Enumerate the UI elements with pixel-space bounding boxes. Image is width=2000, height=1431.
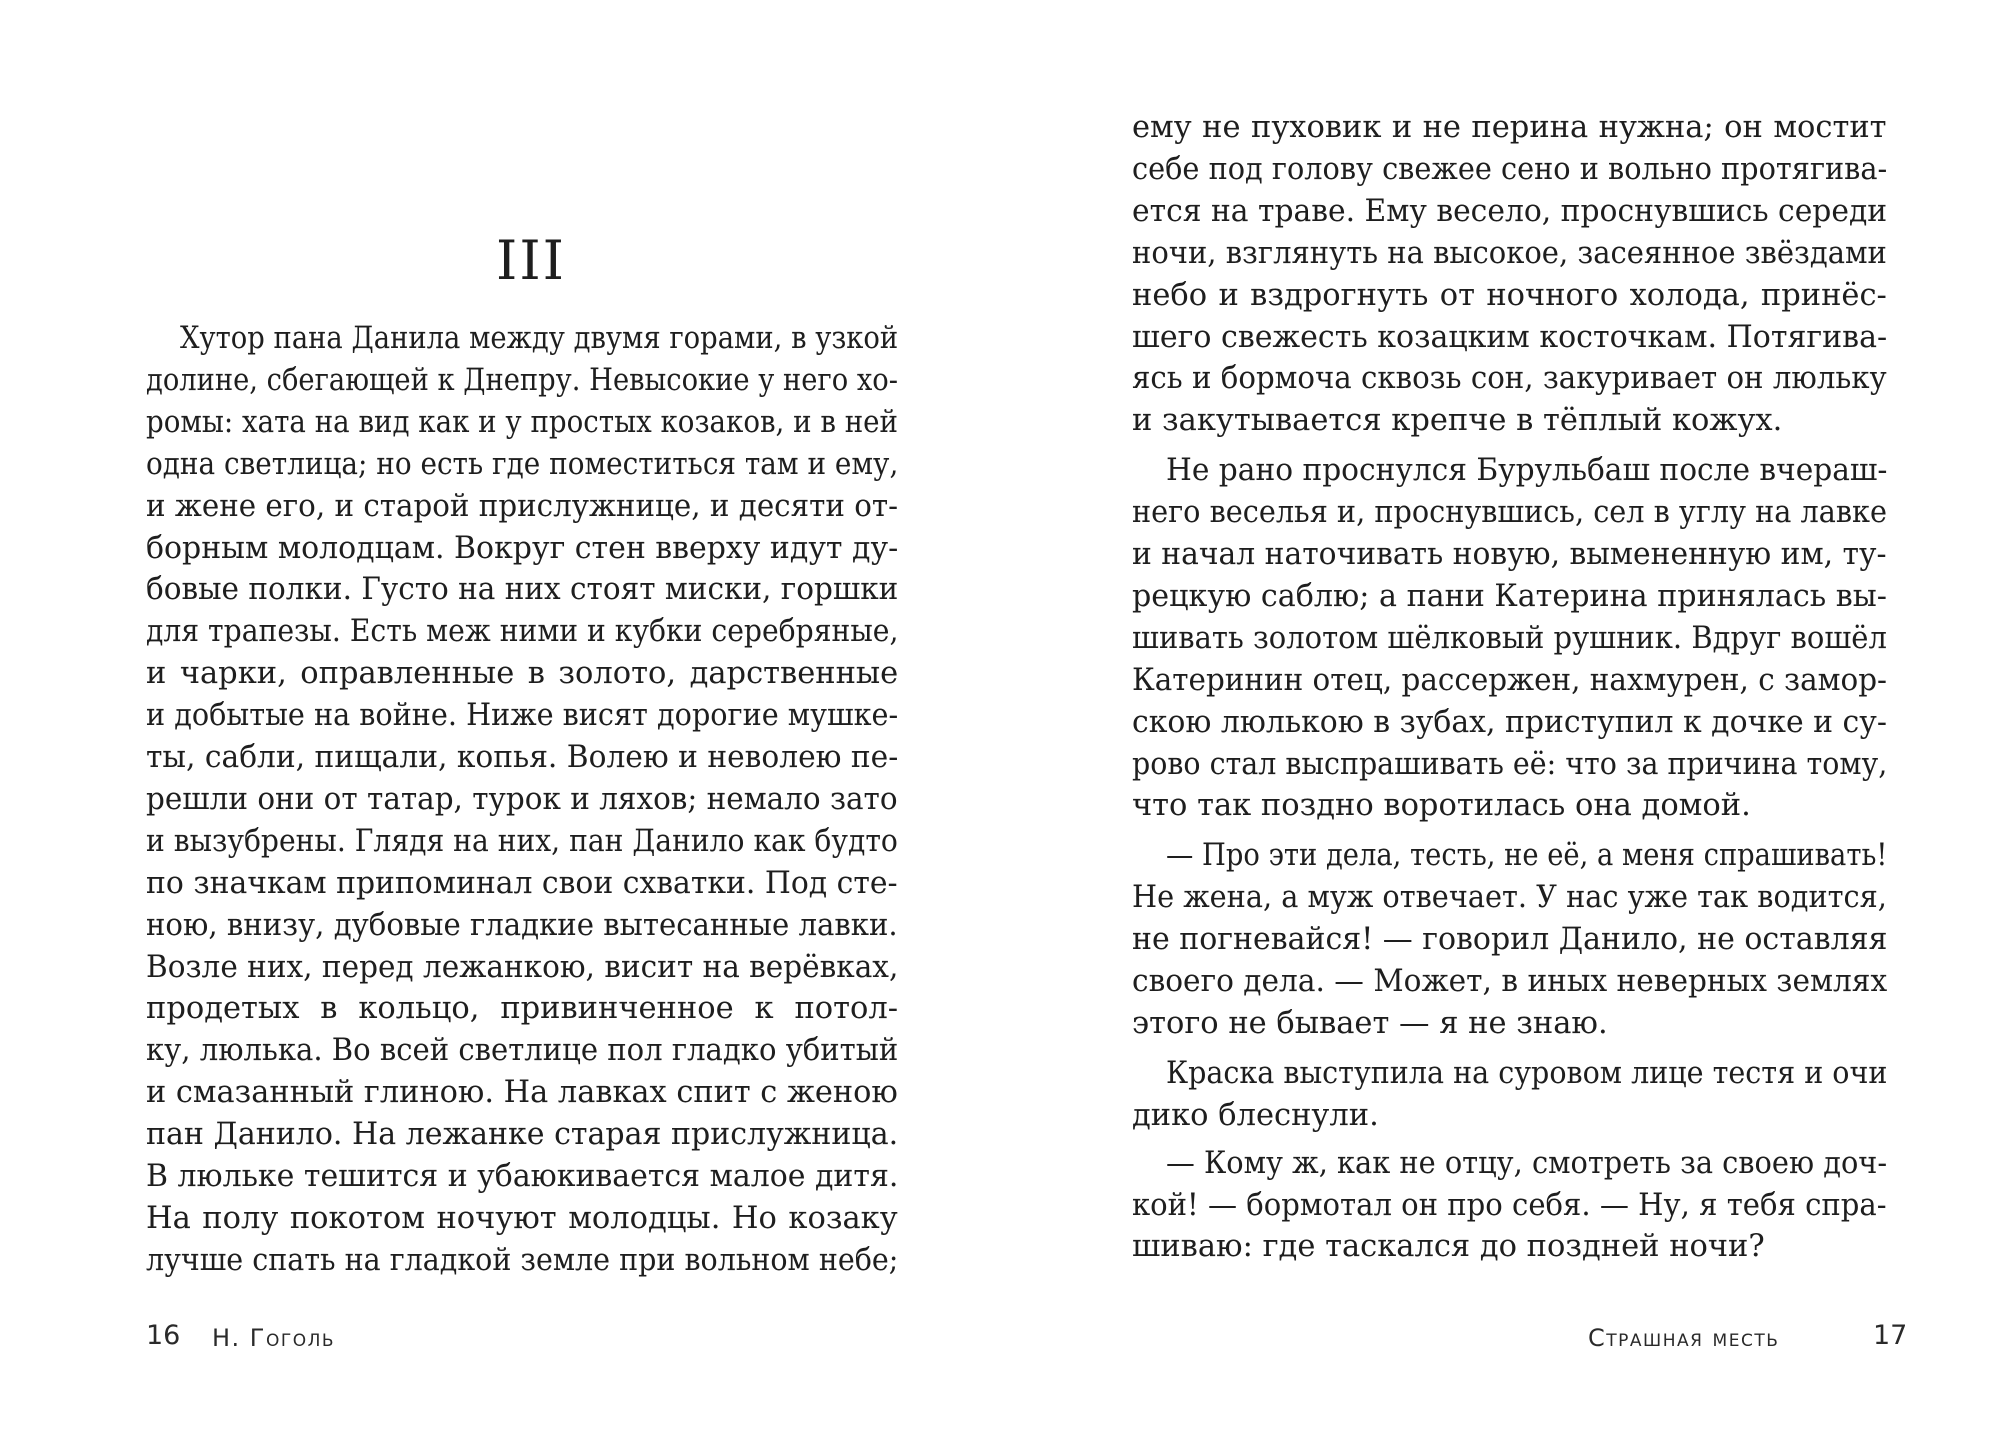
right-page xyxy=(1000,0,2000,1431)
left-page-number: 16 xyxy=(146,1320,181,1351)
text-line: ромы: хата на вид как и у простых козаков, и в ней xyxy=(146,404,899,440)
text-line: ется на траве. Ему весело, проснувшись середи xyxy=(1132,193,1888,229)
text-line: пан Данило. На лежанке старая прислужница. xyxy=(146,1117,899,1153)
text-line: него веселья и, проснувшись, сел в углу на лавке xyxy=(1132,495,1887,531)
right-page-number: 17 xyxy=(1873,1320,1908,1351)
text-line: кой! — бормотал он про себя. — Ну, я тебя спра- xyxy=(1132,1187,1887,1223)
text-line: и смазанный глиною. На лавках спит с женою xyxy=(146,1075,898,1111)
right-running-head: Страшная месть xyxy=(1588,1324,1780,1352)
text-line: — Про эти дела, тесть, не её, а меня спрашивать! xyxy=(1166,838,1888,874)
text-line: лучше спать на гладкой земле при вольном небе; xyxy=(146,1242,899,1278)
text-line: ночи, взглянуть на высокое, засеянное звёздами xyxy=(1132,235,1887,271)
text-line: для трапезы. Есть меж ними и кубки серебряные, xyxy=(146,614,899,650)
text-line: и добытые на войне. Ниже висят дорогие мушке- xyxy=(146,698,899,734)
text-line: долине, сбегающей к Днепру. Невысокие у него хо- xyxy=(146,362,898,398)
text-line: и закутывается крепче в тёплый кожух. xyxy=(1132,403,1783,439)
text-line: — Кому ж, как не отцу, смотреть за своею доч- xyxy=(1166,1145,1888,1181)
text-line: В люльке тешится и убаюкивается малое дитя. xyxy=(146,1159,899,1194)
text-line: ему не пуховик и не перина нужна; он мостит xyxy=(1132,110,1887,145)
text-line: ною, внизу, дубовые гладкие вытесанные лавки. xyxy=(146,907,898,943)
text-line: Катеринин отец, рассержен, нахмурен, с замор- xyxy=(1132,662,1887,698)
text-line: шивать золотом шёлковый рушник. Вдруг вошёл xyxy=(1132,620,1887,656)
text-line: одна светлица; но есть где поместиться там и ему, xyxy=(146,446,899,482)
text-line: Хутор пана Данила между двумя горами, в узкой xyxy=(180,321,899,356)
text-line: скою люлькою в зубах, приступил к дочке и су- xyxy=(1132,704,1887,740)
text-line: бовые полки. Густо на них стоят миски, горшки xyxy=(146,572,899,608)
text-line: решли они от татар, турок и ляхов; немало зато xyxy=(146,781,898,817)
text-line: борным молодцам. Вокруг стен вверху идут ду- xyxy=(146,530,899,566)
text-line: шего свежесть козацким косточкам. Потягива- xyxy=(1132,319,1888,355)
text-line: продетых в кольцо, привинченное к потол- xyxy=(146,991,899,1027)
text-line: рово стал выспрашивать её: что за причина тому, xyxy=(1132,746,1888,782)
text-line: Не жена, а муж отвечает. У нас уже так водится, xyxy=(1132,880,1887,916)
text-line: небо и вздрогнуть от ночного холода, принёс- xyxy=(1132,277,1887,313)
text-line: Краска выступила на суровом лице тестя и очи xyxy=(1166,1055,1888,1091)
text-line: и жене его, и старой прислужнице, и десяти от- xyxy=(146,488,899,524)
text-line: ты, сабли, пищали, копья. Волею и неволею пе- xyxy=(146,740,899,775)
text-line: этого не бывает — я не знаю. xyxy=(1132,1005,1608,1041)
text-line: по значкам припоминал свои схватки. Под сте- xyxy=(146,865,898,901)
left-running-head: Н. Гоголь xyxy=(212,1324,336,1352)
text-line: не погневайся! — говорил Данило, не оставляя xyxy=(1132,922,1888,958)
text-line: рецкую саблю; а пани Катерина принялась вы- xyxy=(1132,578,1887,614)
text-line: и вызубрены. Глядя на них, пан Данило как будто xyxy=(146,823,898,859)
text-line: ку, люлька. Во всей светлице пол гладко убитый xyxy=(146,1033,899,1069)
text-line: что так поздно воротилась она домой. xyxy=(1132,788,1751,824)
text-line: ясь и бормоча сквозь сон, закуривает он люльку xyxy=(1132,361,1887,397)
text-line: своего дела. — Может, в иных неверных землях xyxy=(1132,964,1888,999)
text-line: Возле них, перед лежанкою, висит на верёвках, xyxy=(146,949,899,985)
text-line: дико блеснули. xyxy=(1132,1097,1379,1133)
text-line: шиваю: где таскался до поздней ночи? xyxy=(1132,1229,1765,1265)
chapter-heading: III xyxy=(496,229,566,292)
text-line: и начал наточивать новую, вымененную им, ту- xyxy=(1132,537,1887,572)
text-line: На полу покотом ночуют молодцы. Но козаку xyxy=(146,1200,898,1236)
text-line: Не рано проснулся Бурульбаш после вчераш- xyxy=(1166,453,1888,489)
text-line: и чарки, оправленные в золото, дарственные xyxy=(146,656,899,692)
text-line: себе под голову свежее сено и вольно протягива- xyxy=(1132,151,1888,187)
